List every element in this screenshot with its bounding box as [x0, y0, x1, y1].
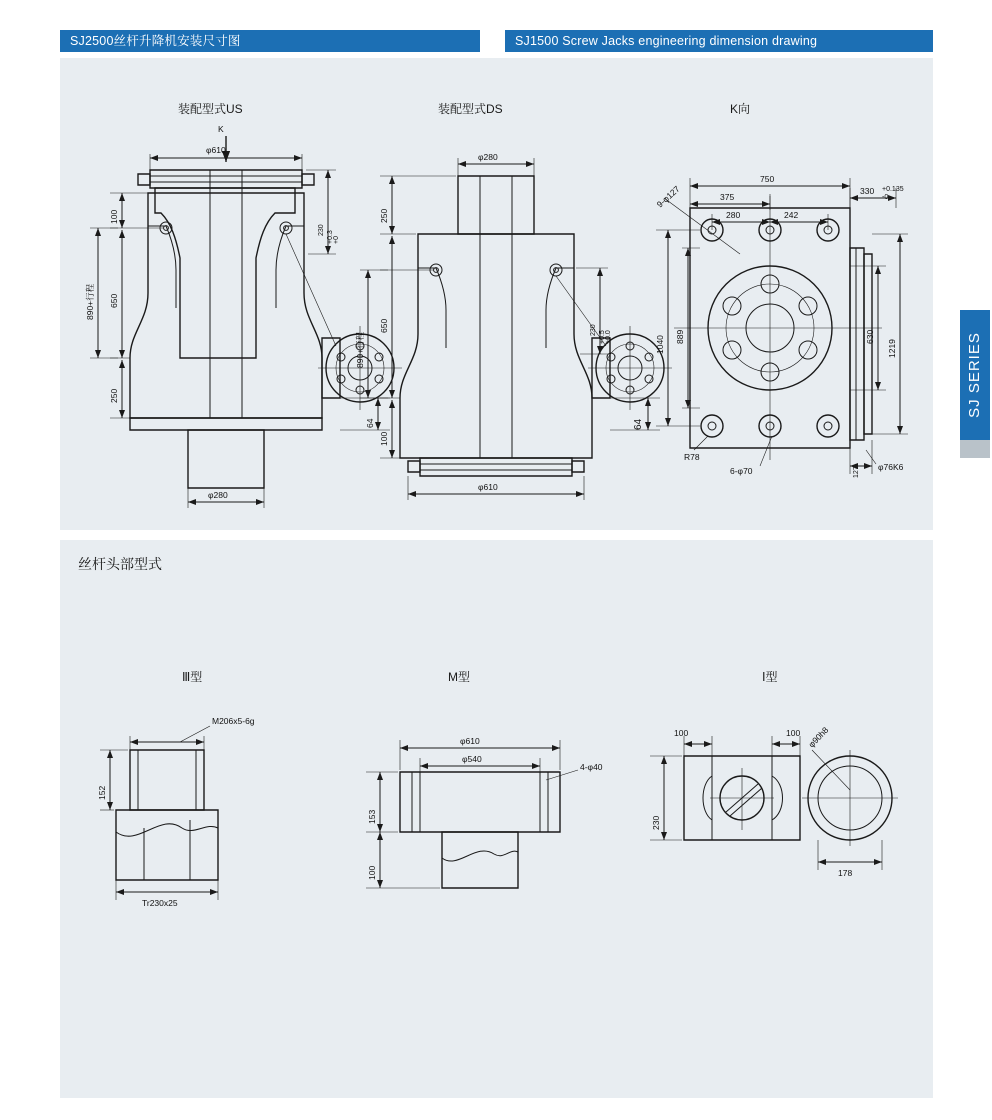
section-title-screw-head: 丝杆头部型式: [78, 556, 162, 572]
svg-text:890+行程: 890+行程: [85, 283, 95, 320]
svg-text:100: 100: [109, 209, 119, 224]
svg-text:+0.3: +0.3: [327, 230, 334, 244]
svg-text:6-φ70: 6-φ70: [730, 466, 753, 476]
header-bar-left: [60, 30, 480, 52]
svg-text:890+行程: 890+行程: [355, 331, 365, 368]
svg-text:+0: +0: [333, 236, 340, 244]
svg-text:M206x5-6g: M206x5-6g: [212, 716, 255, 726]
view-ds: [355, 152, 672, 500]
svg-text:100: 100: [674, 728, 689, 738]
svg-text:R78: R78: [684, 452, 700, 462]
svg-text:φ610: φ610: [206, 145, 226, 155]
series-side-tab: [960, 310, 990, 440]
svg-text:100: 100: [379, 431, 389, 446]
svg-text:230: 230: [651, 815, 661, 830]
svg-text:630: 630: [865, 329, 875, 344]
svg-text:230: 230: [318, 224, 325, 236]
svg-text:4-φ40: 4-φ40: [580, 762, 603, 772]
bottom-drawing-panel: [60, 540, 933, 1098]
view-k: [655, 174, 908, 478]
series-side-tab-foot: [960, 440, 990, 458]
series-side-tab-label: SJ SERIES: [966, 332, 983, 418]
header-title-left: SJ2500丝杆升降机安装尺寸图: [70, 34, 241, 48]
view-caption-type3: Ⅲ型: [182, 670, 203, 684]
svg-text:230: 230: [590, 324, 597, 336]
svg-text:178: 178: [838, 868, 853, 878]
svg-text:Tr230x25: Tr230x25: [142, 898, 178, 908]
top-views-svg: [60, 58, 933, 530]
svg-text:330: 330: [860, 186, 875, 196]
head-type-1: [650, 725, 898, 878]
svg-text:100: 100: [367, 865, 377, 880]
svg-text:152: 152: [97, 785, 107, 800]
view-caption-ds: 装配型式DS: [438, 102, 503, 116]
view-caption-type1: Ⅰ型: [762, 670, 778, 684]
svg-text:9-φ127: 9-φ127: [654, 183, 682, 210]
top-drawing-panel: [60, 58, 933, 530]
header-title-right: SJ1500 Screw Jacks engineering dimension drawing: [515, 34, 818, 48]
view-us: [85, 124, 402, 508]
svg-text:100: 100: [786, 728, 801, 738]
head-type-m: [366, 736, 603, 888]
svg-text:375: 375: [720, 192, 735, 202]
svg-text:φ90h8: φ90h8: [806, 724, 831, 750]
svg-text:242: 242: [784, 210, 799, 220]
svg-text:250: 250: [379, 208, 389, 223]
svg-text:+0.0: +0.0: [605, 330, 612, 344]
svg-text:φ610: φ610: [478, 482, 498, 492]
svg-text:750: 750: [760, 174, 775, 184]
svg-text:+0.5: +0.5: [599, 330, 606, 344]
svg-text:φ76K6: φ76K6: [878, 462, 904, 472]
svg-text:650: 650: [379, 318, 389, 333]
svg-text:φ280: φ280: [478, 152, 498, 162]
svg-text:1040: 1040: [655, 335, 665, 354]
svg-text:250: 250: [109, 388, 119, 403]
bottom-views-svg: [60, 540, 933, 1098]
svg-text:64: 64: [633, 418, 644, 430]
header-bar-right: [505, 30, 933, 52]
view-caption-us: 装配型式US: [178, 102, 243, 116]
svg-text:650: 650: [109, 293, 119, 308]
view-caption-typem: M型: [448, 670, 470, 684]
view-caption-k: K向: [730, 102, 751, 116]
svg-text:64: 64: [365, 418, 375, 428]
svg-text:φ610: φ610: [460, 736, 480, 746]
svg-text:280: 280: [726, 210, 741, 220]
svg-text:K: K: [218, 124, 224, 134]
svg-text:153: 153: [367, 809, 377, 824]
svg-text:φ540: φ540: [462, 754, 482, 764]
svg-text:127: 127: [853, 466, 860, 478]
svg-text:1219: 1219: [887, 339, 897, 358]
head-type-3: [97, 716, 255, 908]
svg-text:-0: -0: [882, 194, 889, 201]
svg-text:φ280: φ280: [208, 490, 228, 500]
svg-text:+0.135: +0.135: [882, 186, 904, 193]
svg-text:889: 889: [675, 329, 685, 344]
